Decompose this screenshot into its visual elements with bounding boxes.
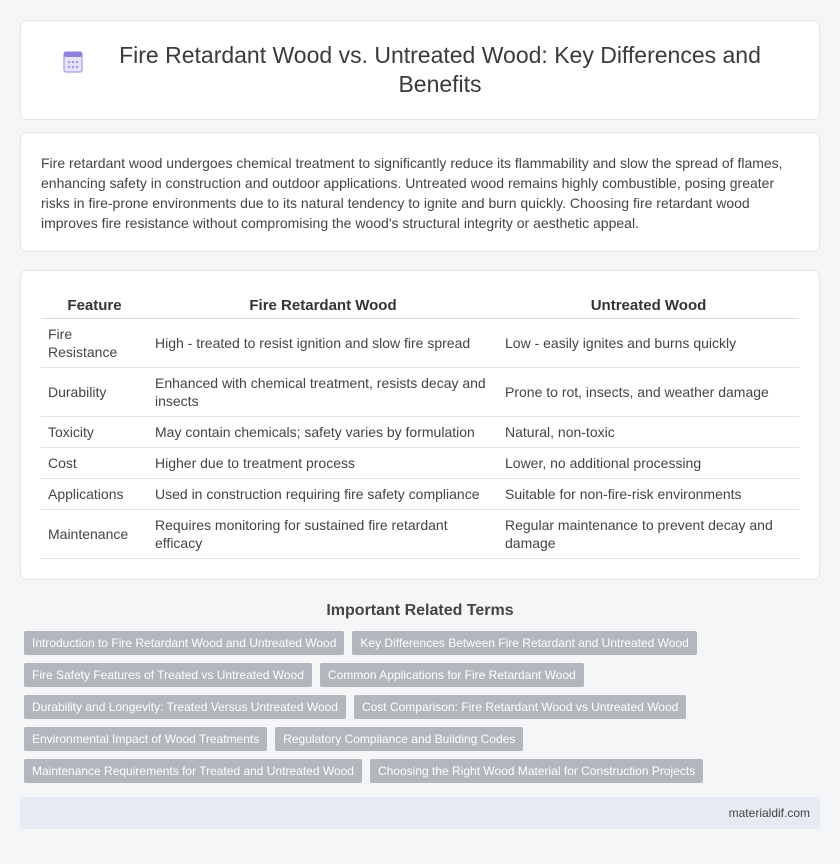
row-feature: Fire Resistance — [41, 319, 148, 368]
row-untreated-value: Low - easily ignites and burns quickly — [498, 319, 799, 368]
row-untreated-value: Natural, non-toxic — [498, 417, 799, 448]
related-term-tag[interactable]: Common Applications for Fire Retardant Wood — [320, 663, 584, 687]
row-untreated-value: Suitable for non-fire-risk environments — [498, 479, 799, 510]
table-header-row — [41, 291, 799, 319]
related-terms-title: Important Related Terms — [326, 602, 514, 619]
row-untreated-value: Lower, no additional processing — [498, 448, 799, 479]
row-feature: Maintenance — [41, 510, 148, 559]
related-term-tag[interactable]: Key Differences Between Fire Retardant and Untreated Wood — [352, 631, 696, 655]
intro-card — [20, 132, 820, 252]
column-header-untreated: Untreated Wood — [498, 291, 799, 319]
row-feature: Durability — [41, 368, 148, 417]
row-untreated-value: Prone to rot, insects, and weather damage — [498, 368, 799, 417]
related-terms-tags — [20, 631, 820, 783]
table-row — [41, 479, 799, 510]
row-fire-retardant-value: Enhanced with chemical treatment, resists decay and insects — [148, 368, 498, 417]
row-feature: Applications — [41, 479, 148, 510]
row-feature: Toxicity — [41, 417, 148, 448]
row-fire-retardant-value: Requires monitoring for sustained fire retardant efficacy — [148, 510, 498, 559]
related-term-tag[interactable]: Cost Comparison: Fire Retardant Wood vs Untreated Wood — [354, 695, 686, 719]
column-header-feature: Feature — [41, 291, 148, 319]
comparison-table — [41, 291, 799, 559]
comparison-table-card — [20, 270, 820, 580]
table-row — [41, 448, 799, 479]
header-card — [20, 20, 820, 120]
page-title: Fire Retardant Wood vs. Untreated Wood: Key Differences and Benefits — [119, 42, 761, 97]
related-term-tag[interactable]: Environmental Impact of Wood Treatments — [24, 727, 267, 751]
intro-paragraph: Fire retardant wood undergoes chemical treatment to significantly reduce its flammability and slow the spread of flames, enhancing safety in construction and outdoor applications. Untreated wood remains highly combustible, posing greater risks in fire-prone environments due to its natural tendency to ignite and burn quickly. Choosing fire retardant wood improves fire resistance without compromising the wood's structural integrity or aesthetic appeal. — [41, 155, 783, 231]
footer-site-name: materialdif.com — [728, 806, 810, 820]
related-term-tag[interactable]: Fire Safety Features of Treated vs Untreated Wood — [24, 663, 312, 687]
row-untreated-value: Regular maintenance to prevent decay and damage — [498, 510, 799, 559]
document-icon — [60, 49, 86, 75]
table-row — [41, 319, 799, 368]
related-term-tag[interactable]: Regulatory Compliance and Building Codes — [275, 727, 523, 751]
related-term-tag[interactable]: Durability and Longevity: Treated Versus Untreated Wood — [24, 695, 346, 719]
row-fire-retardant-value: Used in construction requiring fire safety compliance — [148, 479, 498, 510]
column-header-fire-retardant: Fire Retardant Wood — [148, 291, 498, 319]
related-term-tag[interactable]: Introduction to Fire Retardant Wood and Untreated Wood — [24, 631, 344, 655]
row-fire-retardant-value: May contain chemicals; safety varies by formulation — [148, 417, 498, 448]
table-row — [41, 510, 799, 559]
row-fire-retardant-value: High - treated to resist ignition and slow fire spread — [148, 319, 498, 368]
row-feature: Cost — [41, 448, 148, 479]
related-term-tag[interactable]: Maintenance Requirements for Treated and Untreated Wood — [24, 759, 362, 783]
footer — [20, 797, 820, 829]
table-row — [41, 417, 799, 448]
table-row — [41, 368, 799, 417]
header — [60, 41, 780, 99]
related-terms-section — [20, 602, 820, 783]
row-fire-retardant-value: Higher due to treatment process — [148, 448, 498, 479]
related-term-tag[interactable]: Choosing the Right Wood Material for Construction Projects — [370, 759, 703, 783]
